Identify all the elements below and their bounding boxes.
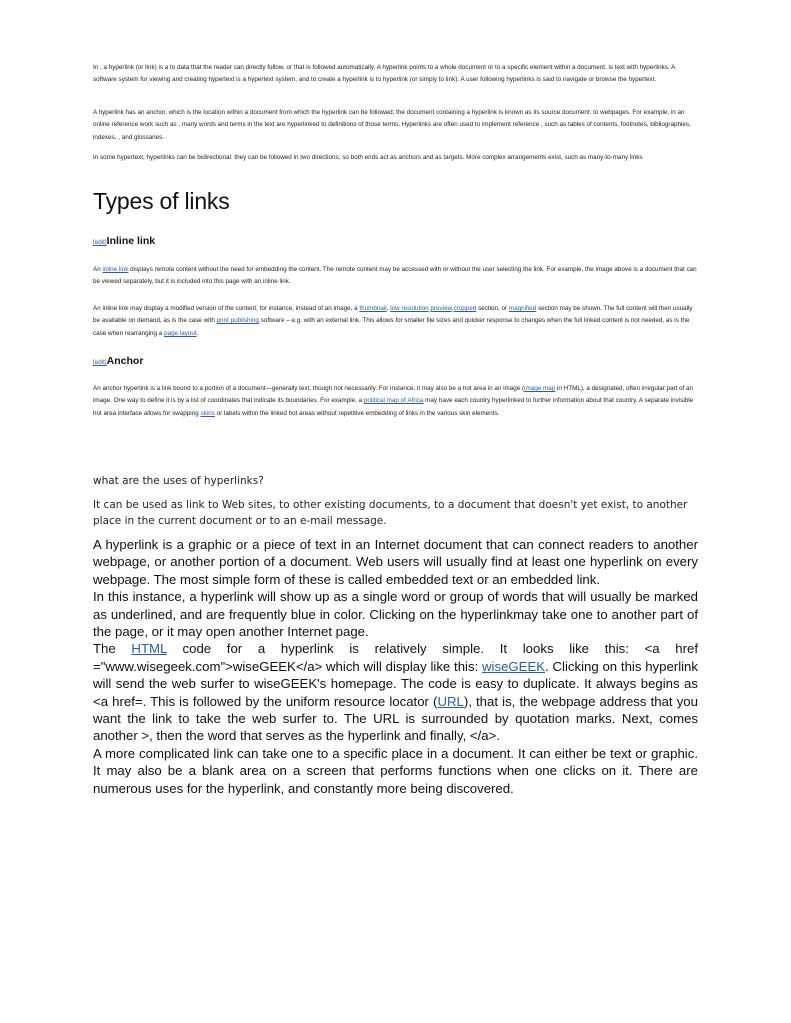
inline-paragraph-2 [93,303,698,340]
anchor-paragraph [93,383,698,420]
intro-paragraph-1: In , a hyperlink (or link) is a to data that the reader can directly follow, or that is followed automatically. A hyperlink points to a whole document or to a specific element within a document. is text with hyperlinks. A software system for viewing and creating hypertext is a hypertext system, and to create a hyperlink is to hyperlink (or simply to link). A user following hyperlinks is said to navigate or browse the hypertext. [93,64,675,84]
page-layout-link[interactable]: page layout [164,329,197,337]
inline-link-title: Inline link [106,235,156,247]
url-link[interactable]: URL [437,693,464,709]
hyperlink-article [93,536,698,797]
cropped-link[interactable]: cropped [453,305,477,312]
text-run: An anchor hyperlink is a link bound to a portion of a document—generally text, though not necessarily. For instance, it may also be a hot area in an image ( [93,385,525,392]
preview-link[interactable]: preview [430,305,452,312]
print-publishing-link[interactable]: print publishing [216,317,259,325]
html-link[interactable]: HTML [131,641,167,657]
uses-question: what are the uses of hyperlinks? [93,475,264,487]
text-run: code for a hyperlink is relatively simple. It looks like this: <a href ="www.wisegeek.com">wiseGEEK</a> which will display like this: [93,641,699,674]
uses-answer: It can be used as link to Web sites, to other existing documents, to a document that doesn't yet exist, to another place in the current document or to an e-mail message. [93,499,688,527]
low-resolution-link[interactable]: low resolution [390,305,429,312]
text-run: , [386,305,391,312]
anchor-title: Anchor [106,355,144,367]
skins-link[interactable]: skins [200,409,215,417]
thumbnail-link[interactable]: thumbnail [359,305,387,312]
wisegeek-link[interactable]: wiseGEEK [482,658,546,674]
magnified-link[interactable]: magnified [508,305,537,312]
text-run: An [93,266,103,273]
text-run: or labels within the linked hot areas without repetitive embedding of links in the various skin elements. [214,409,500,417]
article-paragraph-3 [93,640,698,744]
edit-link-anchor[interactable]: [edit] [93,359,107,366]
anchor-heading [93,355,143,367]
intro-paragraph-2: A hyperlink has an anchor, which is the location within a document from which the hyperlink can be followed; the document containing a hyperlink is known as its source document. to webpages. For example, in an online reference work such as , many words and terms in the text are hyperlinked to definitions of those terms. Hyperlinks are often used to implement reference , such as tables of contents, footnotes, bibliographies, indexes, , and glossaries. [93,109,691,141]
text-run: section may be shown. The full content will then usually be available on demand, as is the case with [93,305,693,325]
inline-paragraph-1 [93,264,698,289]
text-run: software – e.g. with an external link. This allows for smaller file sizes and quicker response to changes when the full linked content is not needed, as is the case when rearranging a [93,317,690,337]
text-run: , [451,305,454,312]
text-run: section, or [476,305,509,312]
political-map-link[interactable]: political map of Africa [363,397,424,405]
intro-paragraph-3: In some hypertext, hyperlinks can be bidirectional: they can be followed in two directions, so both ends act as anchors and as targets. More complex arrangements exist, such as many-to-many links [93,154,643,161]
inline-link-link[interactable]: inline link [102,266,129,273]
types-of-links-heading: Types of links [93,188,230,214]
article-paragraph-4: A more complicated link can take one to a specific place in a document. It can either be text or graphic. It may also be a blank area on a screen that performs functions when one clicks on it. There are numerous uses for the hyperlink, and constantly more being discovered. [93,745,698,796]
text-run: may have each country hyperlinked to further information about that country. A separate invisible hot area interface allows for swapping [93,397,694,417]
image-map-link[interactable]: image map [524,385,556,392]
article-paragraph-2: In this instance, a hyperlink will show up as a single word or group of words that will usually be marked as underlined, and are frequently blue in color. Clicking on the hyperlinkmay take one to another part of the page, or it may open another Internet page. [93,589,698,640]
edit-link-inline[interactable]: [edit] [93,239,107,246]
inline-link-heading [93,235,155,247]
text-run: in HTML), a designated, often irregular part of an image. One way to define it is by a list of coordinates that indicate its boundaries. For example, a [93,385,694,405]
article-paragraph-1: A hyperlink is a graphic or a piece of text in an Internet document that can connect readers to another webpage, or another portion of a document. Web users will usually find at least one hyperlink on every webpage. The most simple form of these is called embedded text or an embedded link. [93,537,698,587]
text-run: The [93,641,132,657]
text-run: An inline link may display a modified version of the content; for instance, instead of an image, a [93,305,360,312]
text-run: ), that is, the webpage address that you want the link to take the web surfer to. The URL is surrounded by quotation marks. Next, comes another >, then the word that serves as the hyperlink and finally, </a>. [93,693,698,744]
text-run: displays remote content without the need for embedding the content. The remote content may be accessed with or without the user selecting the link. For example, the image above is a document that can be viewed separately, but it is included into this page with an inline link. [93,266,697,286]
text-run: . Clicking on this hyperlink will send the web surfer to wiseGEEK's homepage. The code is easy to duplicate. It always begins as <a href=. This is followed by the uniform resource locator ( [93,658,698,709]
text-run: . [196,329,199,337]
